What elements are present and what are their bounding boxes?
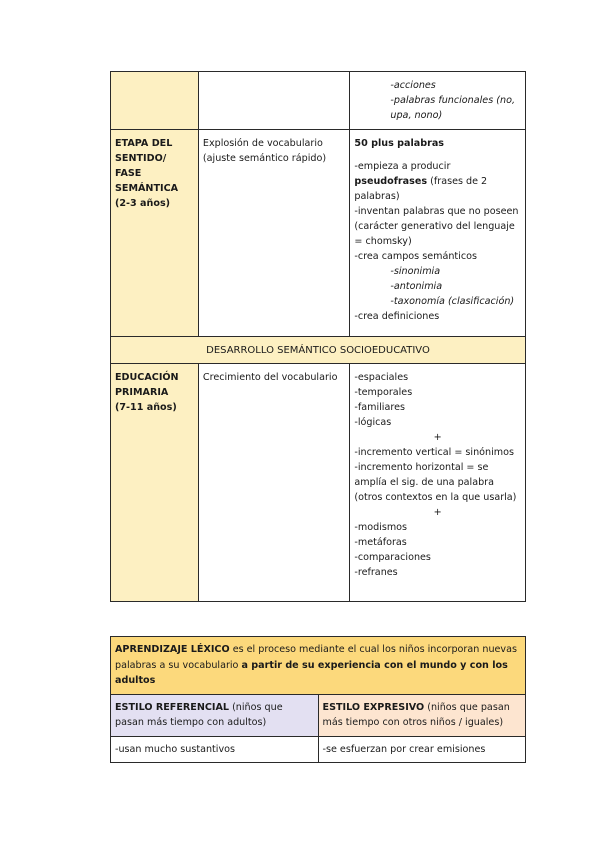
detail-line: -lógicas [354,417,392,428]
table-row [111,130,526,337]
detail-subline: -sinonimia [390,266,441,277]
table-header-row [111,637,526,695]
stage-line: FASE [115,168,142,179]
detail-line: -espaciales [354,372,409,383]
detail-line: -temporales [354,387,413,398]
expressive-style-cell: ESTILO EXPRESIVO (niños que pasan más tiempo con otros niños / iguales) [318,694,525,736]
detail-line: -familiares [354,402,405,413]
description-cell-empty [198,72,349,130]
lexical-learning-table [110,636,526,763]
detail-line: -inventan palabras que no poseen (carácter generativo del lenguaje = chomsky) [354,206,519,247]
details-cell [350,364,526,602]
detail-subline: -antonimia [390,281,443,292]
stage-cell [111,364,199,602]
expressive-detail-cell: -se esfuerzan por crear emisiones [318,736,525,763]
stage-line: SENTIDO/ [115,153,167,164]
description-text: Crecimiento del vocabulario [202,372,338,383]
details-cell [350,130,526,337]
detail-line: -acciones [390,80,436,91]
stage-line: (2-3 años) [115,198,171,209]
detail-line: -modismos [354,522,408,533]
plus-sign: + [433,507,442,518]
section-header: DESARROLLO SEMÁNTICO SOCIOEDUCATIVO [111,337,526,364]
description-cell [198,364,349,602]
table-row [111,736,526,763]
detail-line: -empieza a producir pseudofrases (frases de 2 palabras) [354,161,488,202]
stage-line: EDUCACIÓN [115,372,179,383]
description-text: Explosión de vocabulario (ajuste semántico rápido) [202,138,327,164]
stage-cell [111,130,199,337]
detail-line: -incremento horizontal = se amplía el sig. de una palabra (otros contextos en la que usarla) [354,462,517,503]
stage-line: PRIMARIA [115,387,169,398]
details-cell [350,72,526,130]
plus-sign: + [433,432,442,443]
table-row [111,694,526,736]
detail-line: -comparaciones [354,552,431,563]
stage-line: ETAPA DEL [115,138,173,149]
detail-line: -incremento vertical = sinónimos [354,447,514,458]
detail-line: -palabras funcionales (no, upa, nono) [390,95,515,121]
section-header-row [111,337,526,364]
description-cell [198,130,349,337]
detail-line: -crea definiciones [354,311,440,322]
detail-line: -metáforas [354,537,407,548]
referential-detail-cell: -usan mucho sustantivos [111,736,319,763]
detail-subline: -taxonomía (clasificación) [390,296,515,307]
stage-line: SEMÁNTICA [115,183,179,194]
stage-line: (7-11 años) [115,402,177,413]
detail-line: -crea campos semánticos [354,251,477,262]
table-row [111,72,526,130]
detail-heading: 50 plus palabras [354,138,445,149]
stage-cell-empty [111,72,199,130]
table-row [111,364,526,602]
semantic-development-table [110,71,526,602]
referential-style-cell: ESTILO REFERENCIAL (niños que pasan más tiempo con adultos) [111,694,319,736]
lexical-learning-definition: APRENDIZAJE LÉXICO es el proceso mediante el cual los niños incorporan nuevas palabras a su vocabulario a partir de su experiencia con el mundo y con los adultos [111,637,526,695]
detail-line: -refranes [354,567,398,578]
